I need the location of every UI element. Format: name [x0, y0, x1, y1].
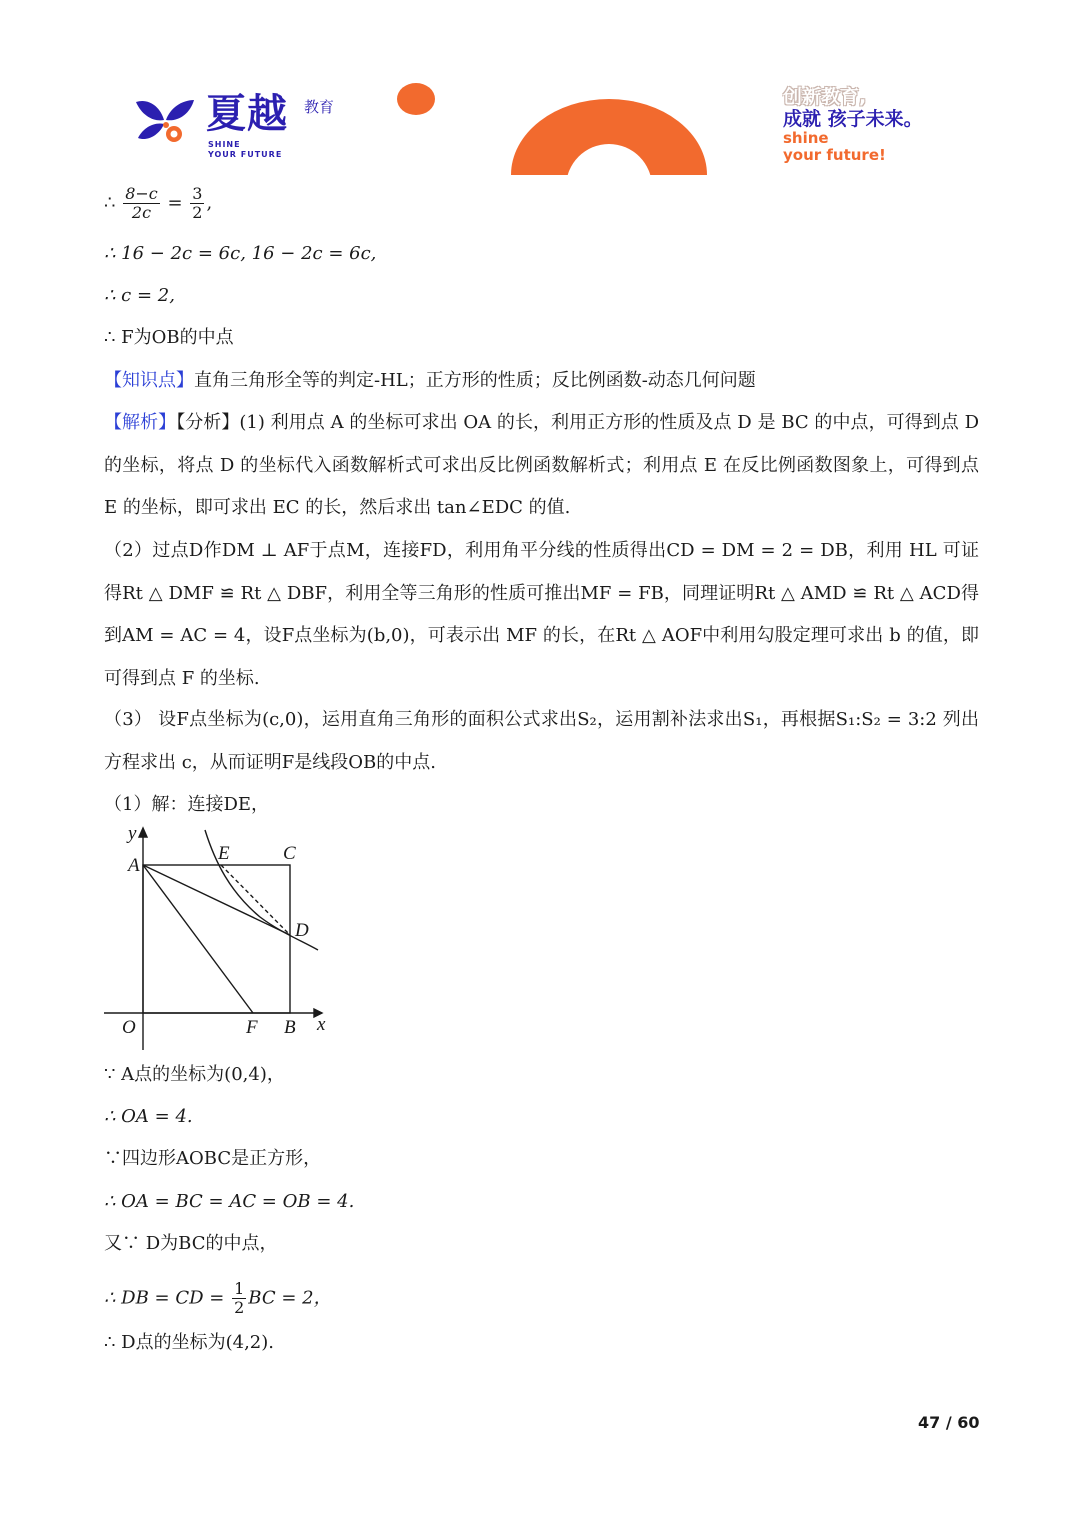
brand-sub: 教育 [304, 98, 335, 116]
solution-step-fraction: ∴ DB = CD = $\frac{1}{2}$ BC = 2， [104, 1279, 332, 1317]
decorative-arch-icon [511, 99, 707, 175]
analysis-paragraph-3: （3） 设F点坐标为(c,0)，运用直角三角形的面积公式求出S₂，运用割补法求出S₁，再根据S₁:S₂ = 3:2 列出方程求出 c，从而证明F是线段OB的中点. [104, 709, 979, 773]
brand-logo [134, 92, 344, 162]
analysis-paragraph-2: （2）过点D作DM ⊥ AF于点M，连接FD，利用角平分线的性质得出CD = DM = 2 = DB，利用 HL 可证得Rt △ DMF ≌ Rt △ DBF，利用全等三角形的性质可推出MF = FB，同理证明Rt △ AMD ≌ Rt △ ACD得到AM = AC = 4，设F点坐标为(b,0)，可表示出 MF 的长，在Rt △ AOF中利用勾股定理可求出 b 的值，即可得到点 F 的坐标. [104, 540, 979, 689]
svg-text:D: D [295, 920, 309, 941]
step-conclusion: ∴ F为OB的中点 [104, 327, 234, 348]
analysis-paragraph-1: 【解析】【分析】(1) 利用点 A 的坐标可求出 OA 的长，利用正方形的性质及点 D 是 BC 的中点，可得到点 D 的坐标，将点 D 的坐标代入函数解析式可求出反比例函数解析式；利用点 E 在反比例函数图象上，可得到点 E 的坐标，即可求出 EC 的长，然后求出 tan∠EDC 的值. [104, 412, 980, 518]
svg-text:A: A [128, 855, 140, 876]
step-equation: ∴ 16 − 2c = 6c, 16 − 2c = 6c, [104, 243, 377, 264]
page-header [0, 0, 1080, 180]
svg-text:x: x [317, 1014, 326, 1035]
brand-name: 夏越 [206, 91, 288, 137]
geometry-figure [100, 822, 332, 1054]
solution-step: ∴ OA = BC = AC = OB = 4. [104, 1191, 355, 1212]
svg-text:F: F [246, 1017, 258, 1038]
brand-tagline: SHINE YOUR FUTURE [208, 140, 283, 159]
solution-intro: （1）解：连接DE， [104, 794, 270, 815]
svg-text:y: y [128, 823, 137, 844]
step-fraction: ∴ $\frac{8-c}{2c}$ = $\frac{3}{2}$ , [104, 184, 213, 222]
analysis-tag: 【解析】 [104, 412, 177, 433]
svg-text:E: E [218, 843, 230, 864]
solution-step: ∴ OA = 4. [104, 1106, 193, 1127]
solution-step: 又∵ D为BC的中点， [104, 1233, 278, 1254]
svg-text:B: B [284, 1017, 296, 1038]
page-number: 47 / 60 [918, 1413, 980, 1432]
butterfly-logo-icon [134, 98, 196, 150]
step-solution: ∴ c = 2, [104, 285, 175, 306]
decorative-dot-icon [397, 83, 435, 115]
knowledge-tag: 【知识点】 [104, 370, 194, 391]
svg-text:O: O [122, 1017, 136, 1038]
knowledge-point: 【知识点】直角三角形全等的判定-HL；正方形的性质；反比例函数-动态几何问题 [104, 370, 756, 391]
slogan: 创新教育, 成就 孩子未来。 shine your future! [783, 86, 923, 164]
solution-step: ∵四边形AOBC是正方形， [104, 1148, 322, 1169]
solution-step: ∵ A点的坐标为(0,4)， [104, 1064, 285, 1085]
svg-text:C: C [283, 843, 296, 864]
solution-step: ∴ D点的坐标为(4,2). [104, 1332, 274, 1353]
